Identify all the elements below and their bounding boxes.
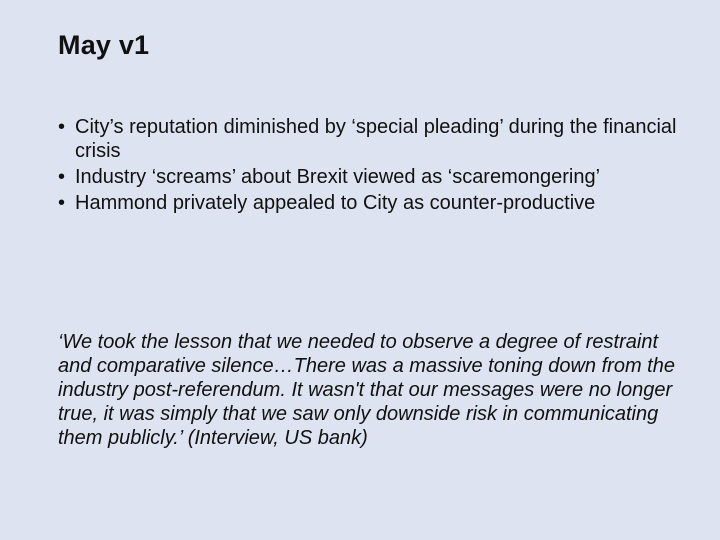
bullet-text: Hammond privately appealed to City as counter-productive	[75, 192, 596, 214]
bullet-item	[58, 115, 678, 163]
bullet-marker: •	[58, 192, 66, 214]
bullet-item	[58, 191, 678, 215]
bullet-list	[58, 115, 678, 217]
bullet-item	[58, 165, 678, 189]
slide-title: May v1	[58, 30, 150, 60]
bullet-marker: •	[58, 166, 66, 188]
bullet-marker: •	[58, 116, 66, 138]
bullet-text: City’s reputation diminished by ‘special pleading’ during the financial crisis	[75, 116, 677, 162]
interview-quote: ‘We took the lesson that we needed to observe a degree of restraint and comparative silence…There was a massive toning down from the industry post-referendum. It wasn't that our messages were no longer true, it was simply that we saw only downside risk in communicating them publicly.’ (Interview, US bank)	[58, 331, 675, 449]
bullet-text: Industry ‘screams’ about Brexit viewed as ‘scaremongering’	[75, 166, 601, 188]
